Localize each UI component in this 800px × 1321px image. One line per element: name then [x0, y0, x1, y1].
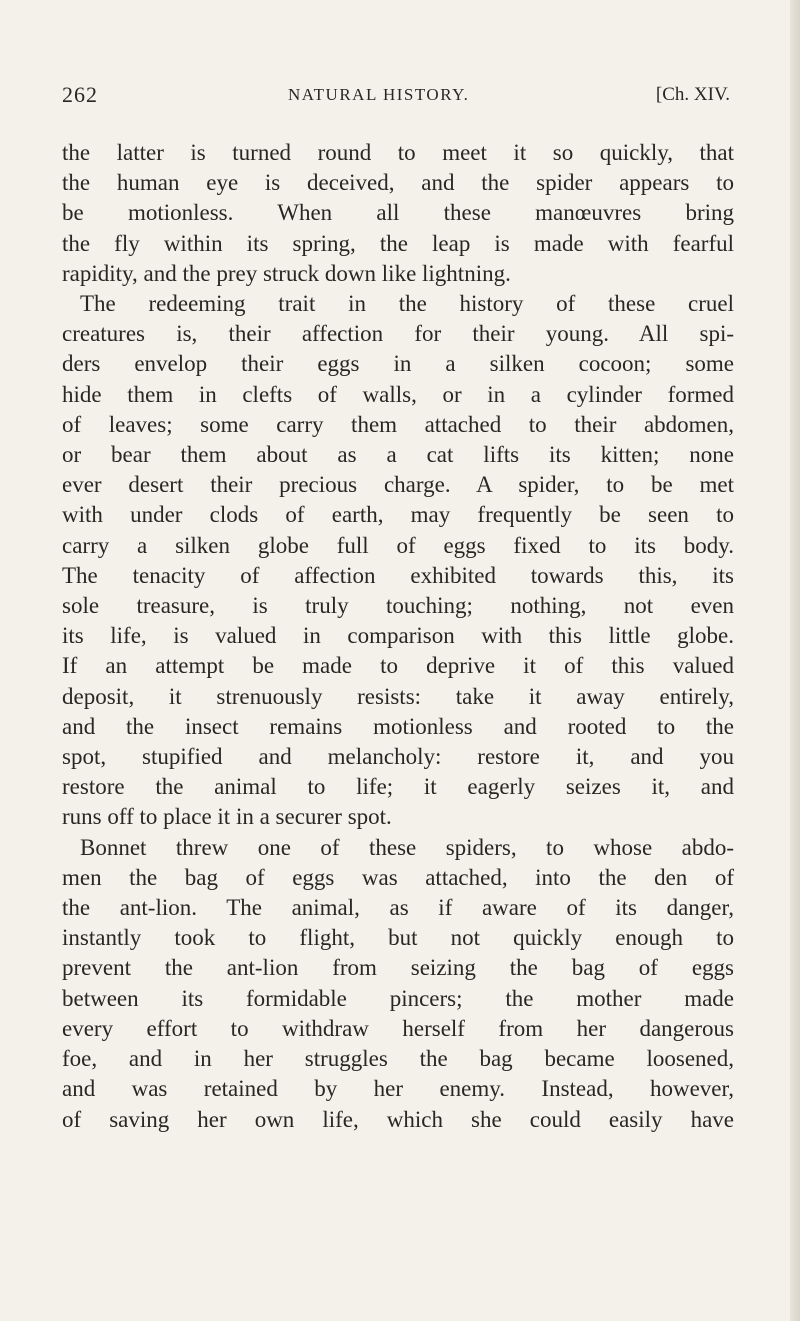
text-line: ders envelop their eggs in a silken cocoon; some [62, 351, 734, 377]
text-line: sole treasure, is truly touching; nothing, not even [62, 593, 734, 619]
text-line: The tenacity of affection exhibited towards this, its [62, 562, 734, 588]
text-line: rapidity, and the prey struck down like lightning. [62, 260, 511, 286]
text-line: the latter is turned round to meet it so quickly, that [62, 140, 734, 165]
text-line: the human eye is deceived, and the spider appears to [62, 170, 734, 196]
text-line: of leaves; some carry them attached to their abdomen, [62, 411, 734, 437]
text-line: with under clods of earth, may frequently be seen to [62, 502, 734, 528]
text-line: runs off to place it in a securer spot. [62, 804, 392, 830]
text-line: the ant-lion. The animal, as if aware of its danger, [62, 895, 734, 921]
chapter-label: [Ch. XIV. [655, 84, 730, 105]
text-line: foe, and in her struggles the bag became loosened, [62, 1046, 734, 1072]
text-line: Bonnet threw one of these spiders, to whose abdo- [80, 834, 734, 860]
text-line: or bear them about as a cat lifts its kitten; none [62, 442, 734, 468]
text-line: hide them in clefts of walls, or in a cylinder formed [62, 381, 734, 407]
text-line: between its formidable pincers; the mother made [62, 985, 734, 1011]
text-line: If an attempt be made to deprive it of this valued [62, 653, 734, 679]
page-number: 262 [62, 82, 98, 107]
text-line: and the insect remains motionless and rooted to the [62, 713, 734, 739]
text-line: deposit, it strenuously resists: take it away entirely, [62, 683, 734, 709]
body-text [62, 138, 734, 1135]
running-title: NATURAL HISTORY. [288, 85, 470, 104]
text-line: carry a silken globe full of eggs fixed to its body. [62, 532, 734, 558]
text-line: of saving her own life, which she could easily have [62, 1106, 734, 1132]
page-edge [790, 0, 800, 1321]
text-line: be motionless. When all these manœuvres bring [62, 200, 734, 226]
text-line: restore the animal to life; it eagerly seizes it, and [62, 774, 734, 800]
text-line: The redeeming trait in the history of these cruel [80, 291, 734, 317]
text-line: creatures is, their affection for their young. All spi- [62, 321, 734, 347]
text-line: instantly took to flight, but not quickly enough to [62, 925, 734, 951]
text-line: men the bag of eggs was attached, into the den of [62, 864, 734, 890]
text-line: prevent the ant-lion from seizing the bag of eggs [62, 955, 734, 981]
text-line: ever desert their precious charge. A spider, to be met [62, 472, 734, 498]
text-line: and was retained by her enemy. Instead, however, [62, 1076, 734, 1102]
text-line: its life, is valued in comparison with this little globe. [62, 623, 734, 649]
page-header [62, 82, 730, 122]
text-line: every effort to withdraw herself from her dangerous [62, 1015, 734, 1041]
text-line: the fly within its spring, the leap is made with fearful [62, 230, 734, 256]
text-line: spot, stupified and melancholy: restore it, and you [62, 744, 734, 770]
